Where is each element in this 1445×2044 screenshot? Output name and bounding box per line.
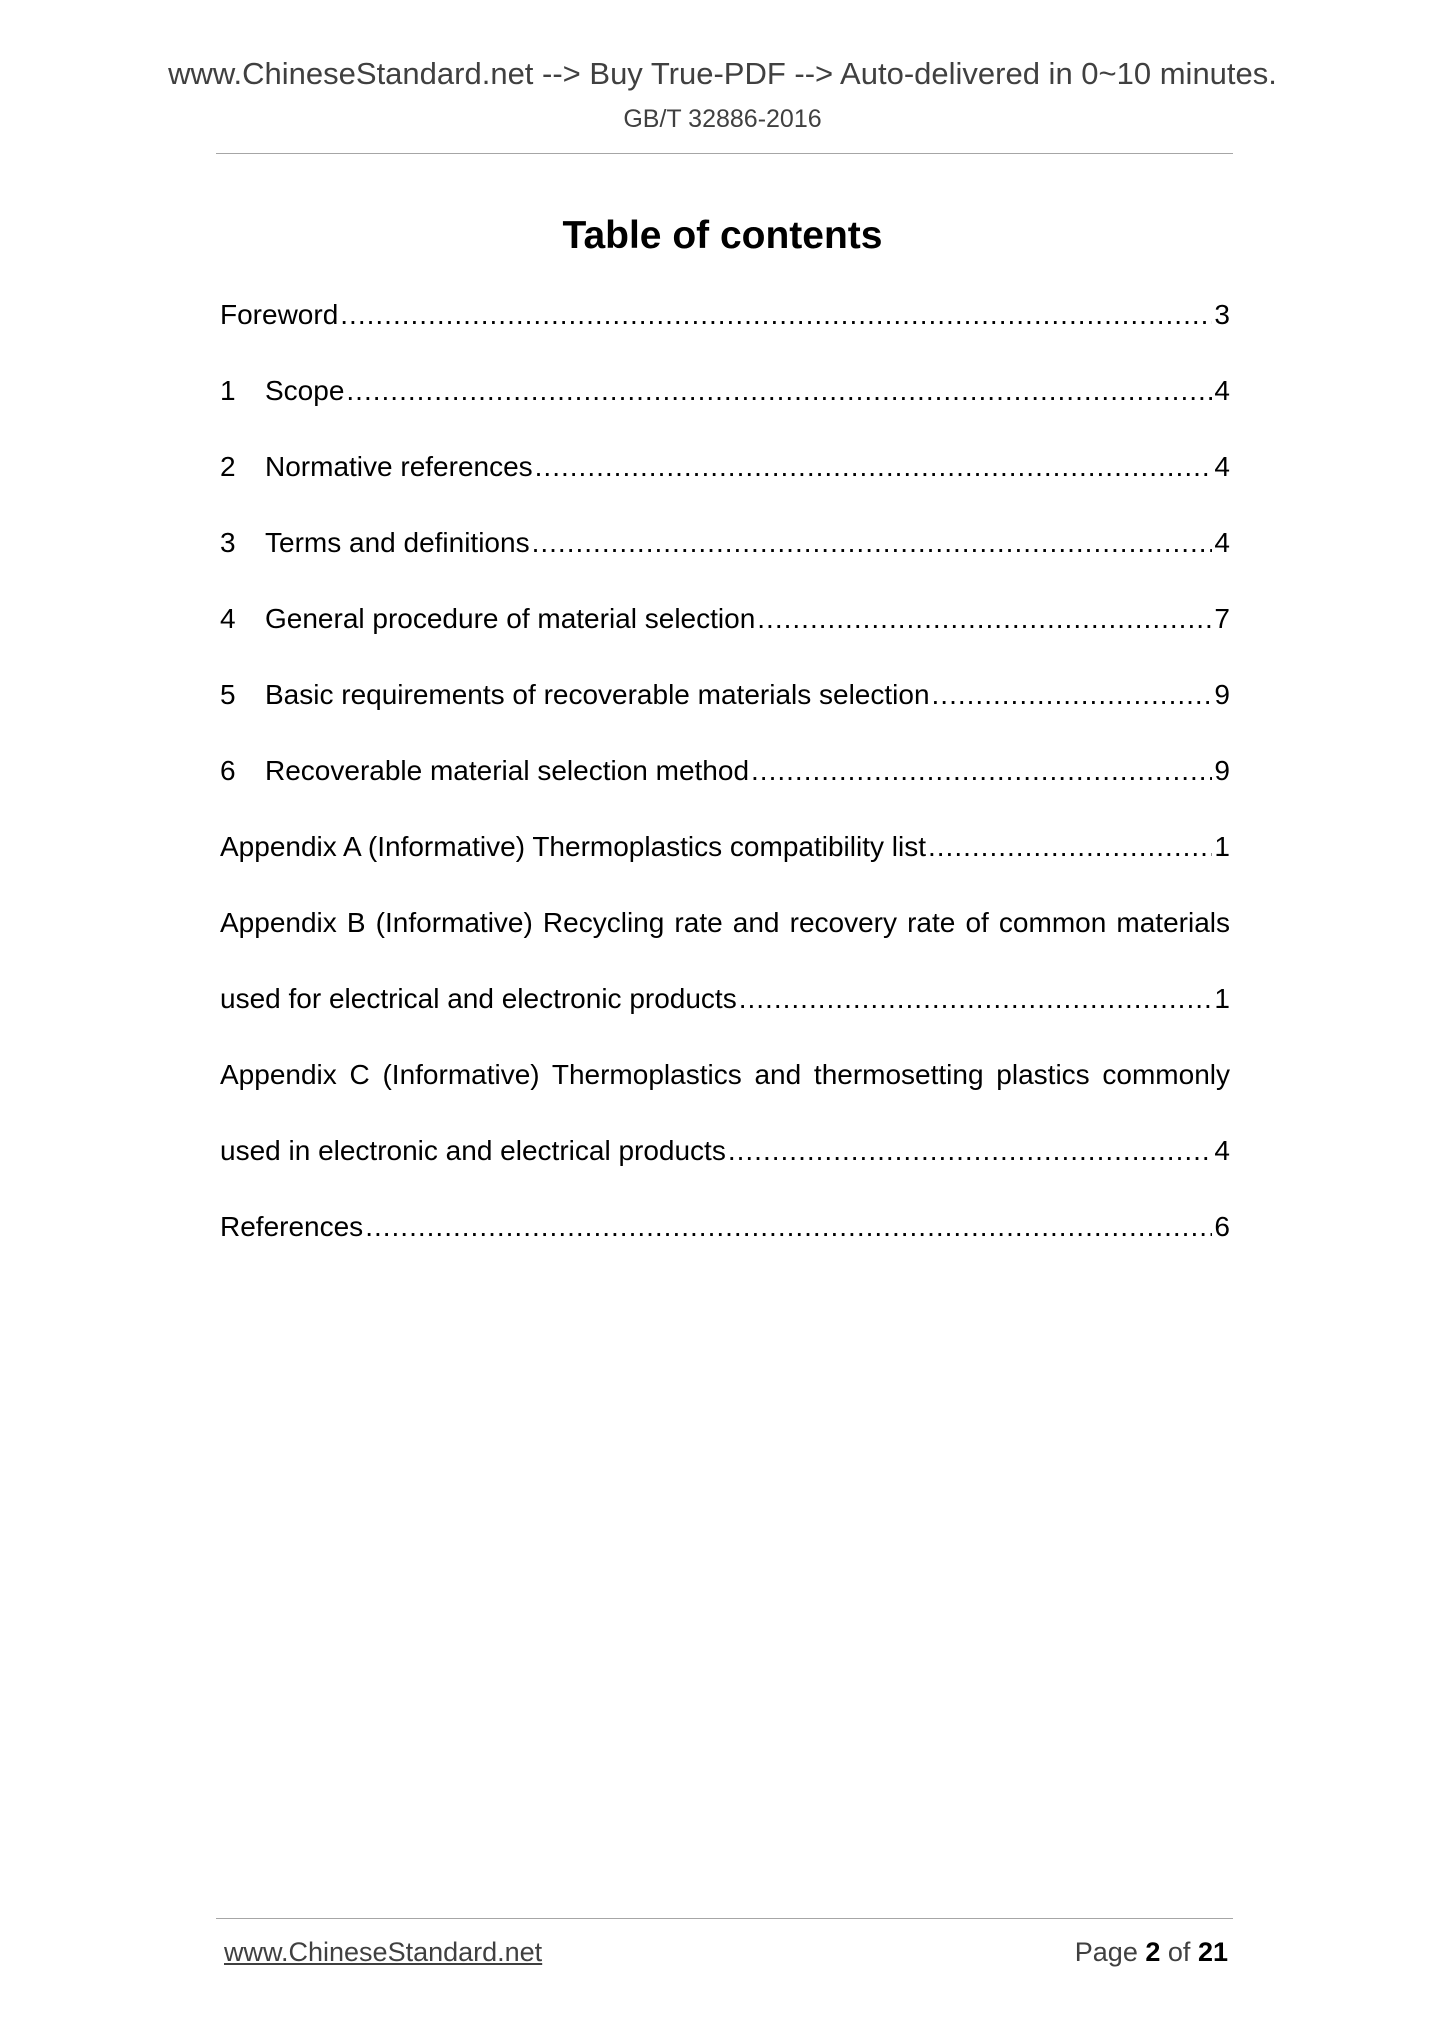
toc-leader — [751, 747, 1212, 795]
toc-entry-appendix-c[interactable] — [220, 1051, 1230, 1127]
toc-entry-basic-requirements[interactable] — [220, 671, 1230, 747]
toc-entry-references[interactable] — [220, 1203, 1230, 1279]
toc-entry-label-line2: used in electronic and electrical products — [220, 1135, 726, 1166]
toc-entry-label-line2: used for electrical and electronic products — [220, 983, 737, 1014]
toc-entry-label: Scope — [265, 375, 345, 406]
toc-entry-label: Recoverable material selection method — [265, 755, 750, 786]
page-prefix: Page — [1074, 1937, 1138, 1967]
header-divider — [216, 153, 1233, 154]
toc-leader — [757, 595, 1212, 643]
toc-page-number: 9 — [1214, 755, 1230, 786]
toc-page-number: 4 — [1214, 375, 1230, 406]
toc-leader — [532, 519, 1212, 567]
toc-page-number: 1 — [1214, 983, 1230, 1014]
toc-entry-label-line1: Appendix C (Informative) Thermoplastics and thermosetting plastics commonly — [220, 1059, 1230, 1090]
toc-leader — [340, 291, 1212, 339]
toc-page-number: 7 — [1214, 603, 1230, 634]
toc-page-number: 4 — [1214, 527, 1230, 558]
toc-entry-label: Terms and definitions — [265, 527, 530, 558]
toc-page-number: 1 — [1214, 831, 1230, 862]
toc-leader — [728, 1127, 1212, 1175]
toc-entry-normative-references[interactable] — [220, 443, 1230, 519]
footer-divider — [216, 1918, 1233, 1919]
toc-entry-label: References — [220, 1211, 364, 1242]
toc-leader — [739, 975, 1212, 1023]
toc-page-number: 9 — [1214, 679, 1230, 710]
toc-leader — [346, 367, 1212, 415]
toc-entry-appendix-c-cont[interactable] — [220, 1127, 1230, 1203]
toc-page-number: 4 — [1214, 1135, 1230, 1166]
toc-entry-general-procedure[interactable] — [220, 595, 1230, 671]
toc-entry-label: Appendix A (Informative) Thermoplastics compatibility list — [220, 831, 926, 862]
toc-entry-appendix-a[interactable] — [220, 823, 1230, 899]
page-title: Table of contents — [562, 214, 883, 257]
toc-entry-label: General procedure of material selection — [265, 603, 756, 634]
toc-entry-number: 4 — [220, 603, 236, 634]
toc-entry-number: 3 — [220, 527, 236, 558]
standard-code: GB/T 32886-2016 — [623, 105, 822, 133]
toc-entry-label: Foreword — [220, 299, 339, 330]
toc-page-number: 6 — [1214, 1211, 1230, 1242]
toc-leader — [365, 1203, 1212, 1251]
current-page: 2 — [1145, 1937, 1161, 1967]
toc-entry-number: 6 — [220, 755, 236, 786]
toc-page-number: 4 — [1214, 451, 1230, 482]
page-of: of — [1167, 1937, 1191, 1967]
toc-entry-scope[interactable] — [220, 367, 1230, 443]
toc-entry-appendix-b-cont[interactable] — [220, 975, 1230, 1051]
toc-entry-number: 2 — [220, 451, 236, 482]
toc-entry-label: Normative references — [265, 451, 533, 482]
toc-page-number: 3 — [1214, 299, 1230, 330]
toc-entry-number: 1 — [220, 375, 236, 406]
total-pages: 21 — [1197, 1937, 1228, 1967]
toc-leader — [932, 671, 1212, 719]
toc-entry-selection-method[interactable] — [220, 747, 1230, 823]
footer-site-link[interactable]: www.ChineseStandard.net — [224, 1937, 543, 1967]
toc-list — [220, 291, 1230, 1279]
toc-entry-terms-definitions[interactable] — [220, 519, 1230, 595]
toc-leader — [535, 443, 1212, 491]
toc-entry-label-line1: Appendix B (Informative) Recycling rate and recovery rate of common materials — [220, 907, 1230, 938]
header-banner: www.ChineseStandard.net --> Buy True-PDF --> Auto-delivered in 0~10 minutes. — [168, 56, 1277, 91]
toc-entry-label: Basic requirements of recoverable materials selection — [265, 679, 930, 710]
toc-entry-foreword[interactable] — [220, 291, 1230, 367]
toc-entry-number: 5 — [220, 679, 236, 710]
toc-entry-appendix-b[interactable] — [220, 899, 1230, 975]
page-indicator — [1075, 1937, 1228, 1968]
toc-leader — [928, 823, 1212, 871]
